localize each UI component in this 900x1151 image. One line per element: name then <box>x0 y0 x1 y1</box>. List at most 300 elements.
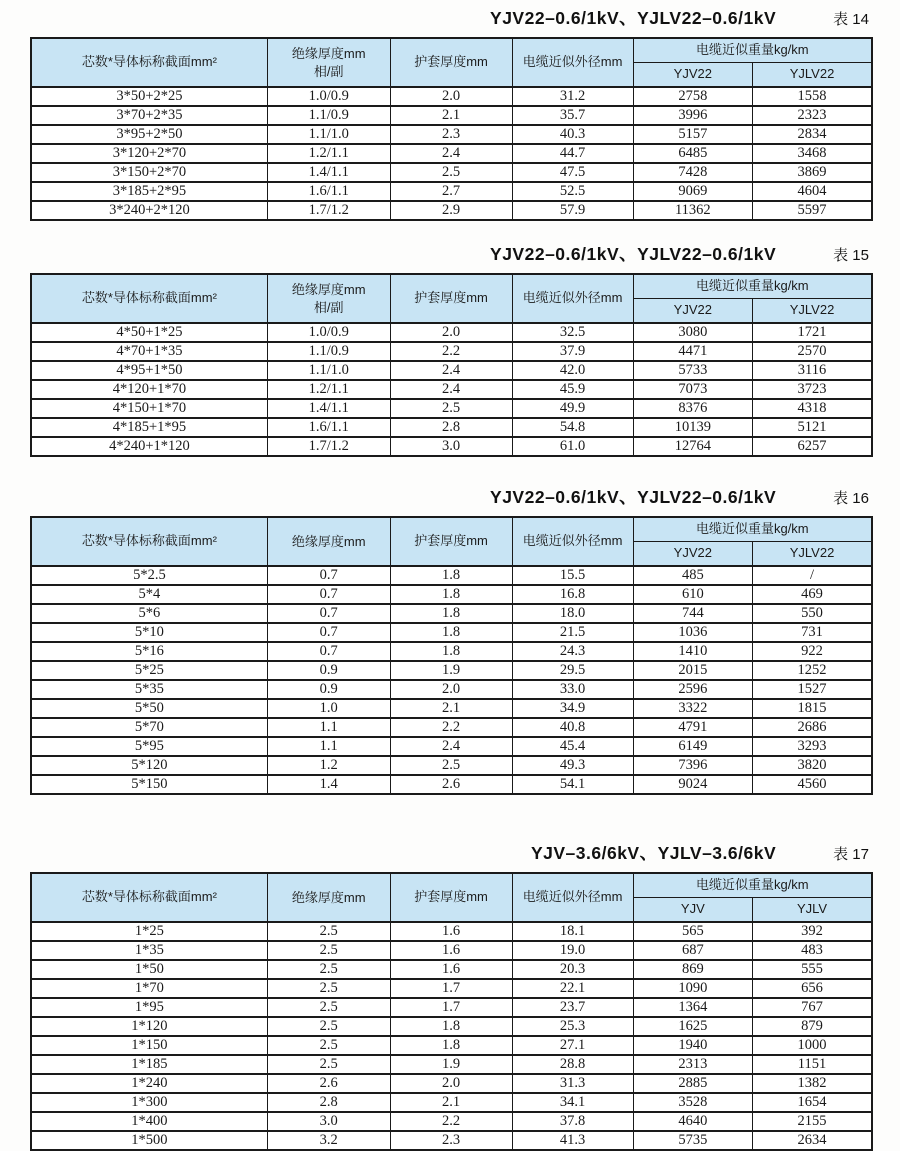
table-body <box>31 87 872 220</box>
table-cell: 2.5 <box>267 922 390 941</box>
table-title: YJV22–0.6/1kV、YJLV22–0.6/1kV <box>490 244 777 264</box>
table-cell: 31.3 <box>512 1074 633 1093</box>
table-cell: 5*95 <box>31 737 267 756</box>
table-cell: 2.2 <box>390 1112 512 1131</box>
table-cell: 4318 <box>753 399 872 418</box>
table-cell: 5*6 <box>31 604 267 623</box>
table-cell: 2634 <box>753 1131 872 1150</box>
table-row <box>31 718 872 737</box>
table-cell: 3.2 <box>267 1131 390 1150</box>
table-cell: 16.8 <box>512 585 633 604</box>
table-cell: 23.7 <box>512 998 633 1017</box>
table-cell: 4*150+1*70 <box>31 399 267 418</box>
col-header-insulation <box>267 274 390 323</box>
table-cell: 2.9 <box>390 201 512 220</box>
insulation-header-line2: 相/副 <box>313 63 344 79</box>
table-header <box>31 274 872 323</box>
table-cell: 44.7 <box>512 144 633 163</box>
col-header-diameter: 电缆近似外径mm <box>512 274 633 323</box>
table-cell: 1.6/1.1 <box>267 182 390 201</box>
cable-spec-table <box>30 872 873 1151</box>
table-header <box>31 38 872 87</box>
table-cell: 1.6/1.1 <box>267 418 390 437</box>
table-cell: 2686 <box>753 718 872 737</box>
table-row <box>31 941 872 960</box>
table-title-row <box>30 241 873 266</box>
table-cell: 27.1 <box>512 1036 633 1055</box>
table-cell: 1*300 <box>31 1093 267 1112</box>
table-cell: 4*50+1*25 <box>31 323 267 342</box>
table-cell: 3*95+2*50 <box>31 125 267 144</box>
col-header-diameter: 电缆近似外径mm <box>512 38 633 87</box>
table-cell: 1.7/1.2 <box>267 437 390 456</box>
table-cell: 2.2 <box>390 342 512 361</box>
table-cell: 3*185+2*95 <box>31 182 267 201</box>
table-row <box>31 125 872 144</box>
table-cell: 1.4/1.1 <box>267 163 390 182</box>
table-row <box>31 661 872 680</box>
table-cell: 54.1 <box>512 775 633 794</box>
table-cell: 1.2/1.1 <box>267 380 390 399</box>
table-number: 表 14 <box>833 11 869 28</box>
table-cell: 5735 <box>633 1131 752 1150</box>
col-header-sheath: 护套厚度mm <box>390 274 512 323</box>
table-cell: 2758 <box>633 87 752 106</box>
col-header-weight-yjlv: YJLV <box>753 898 872 923</box>
table-cell: 1527 <box>753 680 872 699</box>
table-row <box>31 342 872 361</box>
table-cell: 21.5 <box>512 623 633 642</box>
col-header-diameter: 电缆近似外径mm <box>512 873 633 922</box>
table-cell: 3322 <box>633 699 752 718</box>
table-cell: 469 <box>753 585 872 604</box>
table-cell: 5*70 <box>31 718 267 737</box>
table-cell: 0.7 <box>267 623 390 642</box>
table-cell: 47.5 <box>512 163 633 182</box>
table-cell: 3*120+2*70 <box>31 144 267 163</box>
table-cell: 7396 <box>633 756 752 775</box>
table-cell: 1625 <box>633 1017 752 1036</box>
table-cell: 40.8 <box>512 718 633 737</box>
table-cell: 2015 <box>633 661 752 680</box>
table-cell: 4560 <box>753 775 872 794</box>
table-cell: 2596 <box>633 680 752 699</box>
table-cell: 1*240 <box>31 1074 267 1093</box>
table-row <box>31 399 872 418</box>
table-cell: 869 <box>633 960 752 979</box>
table-cell: 1252 <box>753 661 872 680</box>
table-title-row <box>30 5 873 30</box>
table-cell: 2.8 <box>390 418 512 437</box>
table-cell: 731 <box>753 623 872 642</box>
table-cell: 656 <box>753 979 872 998</box>
document-page <box>30 0 873 1151</box>
table-cell: 24.3 <box>512 642 633 661</box>
table-row <box>31 680 872 699</box>
table-title: YJV22–0.6/1kV、YJLV22–0.6/1kV <box>490 8 777 28</box>
table-cell: 1.8 <box>390 566 512 585</box>
table-cell: 2.0 <box>390 1074 512 1093</box>
table-cell: 392 <box>753 922 872 941</box>
table-cell: 25.3 <box>512 1017 633 1036</box>
table-cell: 2834 <box>753 125 872 144</box>
table-cell: 2885 <box>633 1074 752 1093</box>
table-cell: 2.4 <box>390 380 512 399</box>
table-cell: 2.5 <box>267 1017 390 1036</box>
table-cell: 5*50 <box>31 699 267 718</box>
col-header-insulation <box>267 873 390 922</box>
table-cell: 22.1 <box>512 979 633 998</box>
table-cell: 1558 <box>753 87 872 106</box>
table-row <box>31 604 872 623</box>
col-header-weight-yjlv: YJLV22 <box>753 299 872 324</box>
table-row <box>31 585 872 604</box>
table-cell: 1.6 <box>390 960 512 979</box>
table-cell: 1721 <box>753 323 872 342</box>
table-cell: 2.5 <box>267 960 390 979</box>
table-cell: 1.1/0.9 <box>267 342 390 361</box>
table-cell: 1090 <box>633 979 752 998</box>
table-cell: 1*95 <box>31 998 267 1017</box>
table-cell: 5*10 <box>31 623 267 642</box>
table-cell: 1000 <box>753 1036 872 1055</box>
table-cell: 483 <box>753 941 872 960</box>
table-cell: 0.7 <box>267 566 390 585</box>
table-cell: 37.9 <box>512 342 633 361</box>
table-header <box>31 517 872 566</box>
col-header-sheath: 护套厚度mm <box>390 873 512 922</box>
table-cell: 3*240+2*120 <box>31 201 267 220</box>
table-cell: 40.3 <box>512 125 633 144</box>
table-cell: 3116 <box>753 361 872 380</box>
table-cell: 1.4 <box>267 775 390 794</box>
table-cell: 1.1 <box>267 737 390 756</box>
table-cell: 1382 <box>753 1074 872 1093</box>
table-cell: 35.7 <box>512 106 633 125</box>
table-cell: 2.1 <box>390 699 512 718</box>
table-cell: 3*150+2*70 <box>31 163 267 182</box>
table-row <box>31 1055 872 1074</box>
table-cell: 0.7 <box>267 604 390 623</box>
table-cell: 687 <box>633 941 752 960</box>
table-cell: 37.8 <box>512 1112 633 1131</box>
table-cell: 1151 <box>753 1055 872 1074</box>
col-header-sheath: 护套厚度mm <box>390 517 512 566</box>
cable-spec-table <box>30 37 873 221</box>
table-cell: 0.7 <box>267 585 390 604</box>
table-cell: 9024 <box>633 775 752 794</box>
table-row <box>31 1131 872 1150</box>
table-cell: 1.7 <box>390 979 512 998</box>
table-row <box>31 1074 872 1093</box>
table-cell: 7428 <box>633 163 752 182</box>
table-cell: 610 <box>633 585 752 604</box>
col-header-weight-group: 电缆近似重量kg/km <box>633 517 872 542</box>
table-cell: 29.5 <box>512 661 633 680</box>
table-cell: 3.0 <box>390 437 512 456</box>
table-cell: 5*25 <box>31 661 267 680</box>
table-row <box>31 182 872 201</box>
table-cell: 4604 <box>753 182 872 201</box>
col-header-diameter: 电缆近似外径mm <box>512 517 633 566</box>
table-cell: 1*70 <box>31 979 267 998</box>
table-row <box>31 1036 872 1055</box>
table-cell: 3293 <box>753 737 872 756</box>
col-header-weight-yjv: YJV <box>633 898 752 923</box>
table-cell: 1.9 <box>390 661 512 680</box>
table-cell: 4*70+1*35 <box>31 342 267 361</box>
table-cell: 2155 <box>753 1112 872 1131</box>
insulation-header-line2: 相/副 <box>313 299 344 315</box>
table-cell: 744 <box>633 604 752 623</box>
table-cell: 4*185+1*95 <box>31 418 267 437</box>
table-row <box>31 699 872 718</box>
table-cell: 34.9 <box>512 699 633 718</box>
table-cell: 1.9 <box>390 1055 512 1074</box>
table-cell: 57.9 <box>512 201 633 220</box>
table-cell: 18.1 <box>512 922 633 941</box>
table-cell: 879 <box>753 1017 872 1036</box>
table-cell: 2570 <box>753 342 872 361</box>
table-cell: 49.3 <box>512 756 633 775</box>
cable-spec-table <box>30 516 873 795</box>
table-cell: 9069 <box>633 182 752 201</box>
col-header-weight-group: 电缆近似重量kg/km <box>633 274 872 299</box>
table-cell: 3869 <box>753 163 872 182</box>
insulation-header-line1: 绝缘厚度mm <box>291 533 366 549</box>
table-cell: 1*500 <box>31 1131 267 1150</box>
table-cell: 33.0 <box>512 680 633 699</box>
table-cell: 2.8 <box>267 1093 390 1112</box>
table-cell: 1.0/0.9 <box>267 87 390 106</box>
table-cell: 1*400 <box>31 1112 267 1131</box>
table-cell: 5*16 <box>31 642 267 661</box>
table-cell: 1*35 <box>31 941 267 960</box>
col-header-weight-group: 电缆近似重量kg/km <box>633 38 872 63</box>
table-number: 表 17 <box>833 846 869 863</box>
table-cell: 1.1/1.0 <box>267 361 390 380</box>
table-row <box>31 998 872 1017</box>
table-cell: 2.5 <box>267 941 390 960</box>
table-cell: 3996 <box>633 106 752 125</box>
table-cell: 1.8 <box>390 585 512 604</box>
table-row <box>31 1093 872 1112</box>
table-section-17 <box>30 840 873 1151</box>
table-cell: 3*50+2*25 <box>31 87 267 106</box>
table-cell: 3.0 <box>267 1112 390 1131</box>
table-cell: 1410 <box>633 642 752 661</box>
insulation-header-line1: 绝缘厚度mm <box>291 45 366 61</box>
table-cell: 1.1 <box>267 718 390 737</box>
table-row <box>31 922 872 941</box>
col-header-core-section: 芯数*导体标称截面mm² <box>31 38 267 87</box>
table-cell: 1*50 <box>31 960 267 979</box>
table-cell: 2.5 <box>390 163 512 182</box>
table-cell: 2.3 <box>390 125 512 144</box>
table-cell: 555 <box>753 960 872 979</box>
table-cell: 767 <box>753 998 872 1017</box>
table-cell: 42.0 <box>512 361 633 380</box>
table-cell: 32.5 <box>512 323 633 342</box>
table-title-row <box>30 484 873 509</box>
table-cell: 1.1/0.9 <box>267 106 390 125</box>
table-row <box>31 960 872 979</box>
table-cell: 2313 <box>633 1055 752 1074</box>
table-cell: 4*120+1*70 <box>31 380 267 399</box>
table-cell: 1.8 <box>390 642 512 661</box>
table-cell: 49.9 <box>512 399 633 418</box>
col-header-core-section: 芯数*导体标称截面mm² <box>31 873 267 922</box>
table-cell: 3468 <box>753 144 872 163</box>
table-cell: 5*120 <box>31 756 267 775</box>
col-header-sheath: 护套厚度mm <box>390 38 512 87</box>
table-row <box>31 737 872 756</box>
table-section-15 <box>30 241 873 457</box>
table-cell: 2.1 <box>390 106 512 125</box>
table-row <box>31 163 872 182</box>
table-row <box>31 418 872 437</box>
insulation-header-line1: 绝缘厚度mm <box>291 281 366 297</box>
table-cell: 1.2 <box>267 756 390 775</box>
table-section-16 <box>30 484 873 795</box>
table-row <box>31 87 872 106</box>
table-body <box>31 323 872 456</box>
insulation-header-line1: 绝缘厚度mm <box>291 889 366 905</box>
table-section-14 <box>30 5 873 221</box>
table-cell: 2.7 <box>390 182 512 201</box>
table-cell: 1940 <box>633 1036 752 1055</box>
table-cell: 5*150 <box>31 775 267 794</box>
table-cell: 5*35 <box>31 680 267 699</box>
table-cell: 1.4/1.1 <box>267 399 390 418</box>
table-row <box>31 623 872 642</box>
table-cell: 5733 <box>633 361 752 380</box>
table-cell: 20.3 <box>512 960 633 979</box>
col-header-insulation <box>267 38 390 87</box>
table-cell: 1*120 <box>31 1017 267 1036</box>
table-title: YJV22–0.6/1kV、YJLV22–0.6/1kV <box>490 487 777 507</box>
table-cell: 45.9 <box>512 380 633 399</box>
table-cell: 45.4 <box>512 737 633 756</box>
table-cell: 1036 <box>633 623 752 642</box>
table-cell: 52.5 <box>512 182 633 201</box>
table-cell: 2.1 <box>390 1093 512 1112</box>
table-cell: 6485 <box>633 144 752 163</box>
table-cell: 2.6 <box>267 1074 390 1093</box>
table-cell: 2323 <box>753 106 872 125</box>
table-cell: 1.6 <box>390 941 512 960</box>
table-cell: 550 <box>753 604 872 623</box>
table-cell: 5597 <box>753 201 872 220</box>
table-row <box>31 380 872 399</box>
table-cell: 0.9 <box>267 661 390 680</box>
table-cell: 1.2/1.1 <box>267 144 390 163</box>
table-cell: 1.0/0.9 <box>267 323 390 342</box>
col-header-weight-group: 电缆近似重量kg/km <box>633 873 872 898</box>
table-cell: 6149 <box>633 737 752 756</box>
table-row <box>31 361 872 380</box>
table-cell: 3*70+2*35 <box>31 106 267 125</box>
table-cell: 2.5 <box>267 1055 390 1074</box>
table-row <box>31 642 872 661</box>
table-cell: 31.2 <box>512 87 633 106</box>
table-row <box>31 437 872 456</box>
table-cell: 2.5 <box>267 998 390 1017</box>
table-cell: 2.6 <box>390 775 512 794</box>
table-cell: 1*185 <box>31 1055 267 1074</box>
table-cell: 1.7/1.2 <box>267 201 390 220</box>
table-cell: 2.4 <box>390 144 512 163</box>
table-row <box>31 775 872 794</box>
table-cell: 2.5 <box>390 756 512 775</box>
table-row <box>31 201 872 220</box>
table-row <box>31 756 872 775</box>
table-cell: 2.4 <box>390 737 512 756</box>
table-cell: 1364 <box>633 998 752 1017</box>
table-row <box>31 1112 872 1131</box>
table-cell: 6257 <box>753 437 872 456</box>
table-cell: 1*150 <box>31 1036 267 1055</box>
table-cell: 11362 <box>633 201 752 220</box>
table-cell: 2.5 <box>267 1036 390 1055</box>
table-cell: 2.5 <box>267 979 390 998</box>
col-header-weight-yjlv: YJLV22 <box>753 63 872 88</box>
table-header <box>31 873 872 922</box>
table-row <box>31 144 872 163</box>
table-cell: 1.0 <box>267 699 390 718</box>
table-cell: 2.0 <box>390 323 512 342</box>
table-cell: 2.5 <box>390 399 512 418</box>
table-cell: 41.3 <box>512 1131 633 1150</box>
table-cell: 18.0 <box>512 604 633 623</box>
table-cell: 12764 <box>633 437 752 456</box>
table-cell: 8376 <box>633 399 752 418</box>
table-cell: 19.0 <box>512 941 633 960</box>
table-number: 表 15 <box>833 247 869 264</box>
table-cell: 10139 <box>633 418 752 437</box>
table-cell: 2.0 <box>390 680 512 699</box>
table-cell: 1.8 <box>390 604 512 623</box>
table-row <box>31 979 872 998</box>
table-title: YJV–3.6/6kV、YJLV–3.6/6kV <box>530 843 777 863</box>
table-cell: 4*95+1*50 <box>31 361 267 380</box>
table-cell: 2.2 <box>390 718 512 737</box>
table-cell: 1.8 <box>390 623 512 642</box>
table-row <box>31 106 872 125</box>
table-number: 表 16 <box>833 490 869 507</box>
table-cell: 565 <box>633 922 752 941</box>
table-cell: 1.7 <box>390 998 512 1017</box>
table-cell: 5*2.5 <box>31 566 267 585</box>
cable-spec-table <box>30 273 873 457</box>
table-cell: 54.8 <box>512 418 633 437</box>
table-cell: 3528 <box>633 1093 752 1112</box>
table-row <box>31 566 872 585</box>
table-cell: 28.8 <box>512 1055 633 1074</box>
col-header-core-section: 芯数*导体标称截面mm² <box>31 517 267 566</box>
table-cell: 7073 <box>633 380 752 399</box>
table-cell: 5157 <box>633 125 752 144</box>
table-row <box>31 1017 872 1036</box>
col-header-weight-yjv: YJV22 <box>633 542 752 567</box>
table-cell: 3080 <box>633 323 752 342</box>
table-cell: 4*240+1*120 <box>31 437 267 456</box>
table-cell: 1.1/1.0 <box>267 125 390 144</box>
col-header-weight-yjv: YJV22 <box>633 299 752 324</box>
table-cell: 1.8 <box>390 1036 512 1055</box>
table-cell: 922 <box>753 642 872 661</box>
col-header-core-section: 芯数*导体标称截面mm² <box>31 274 267 323</box>
